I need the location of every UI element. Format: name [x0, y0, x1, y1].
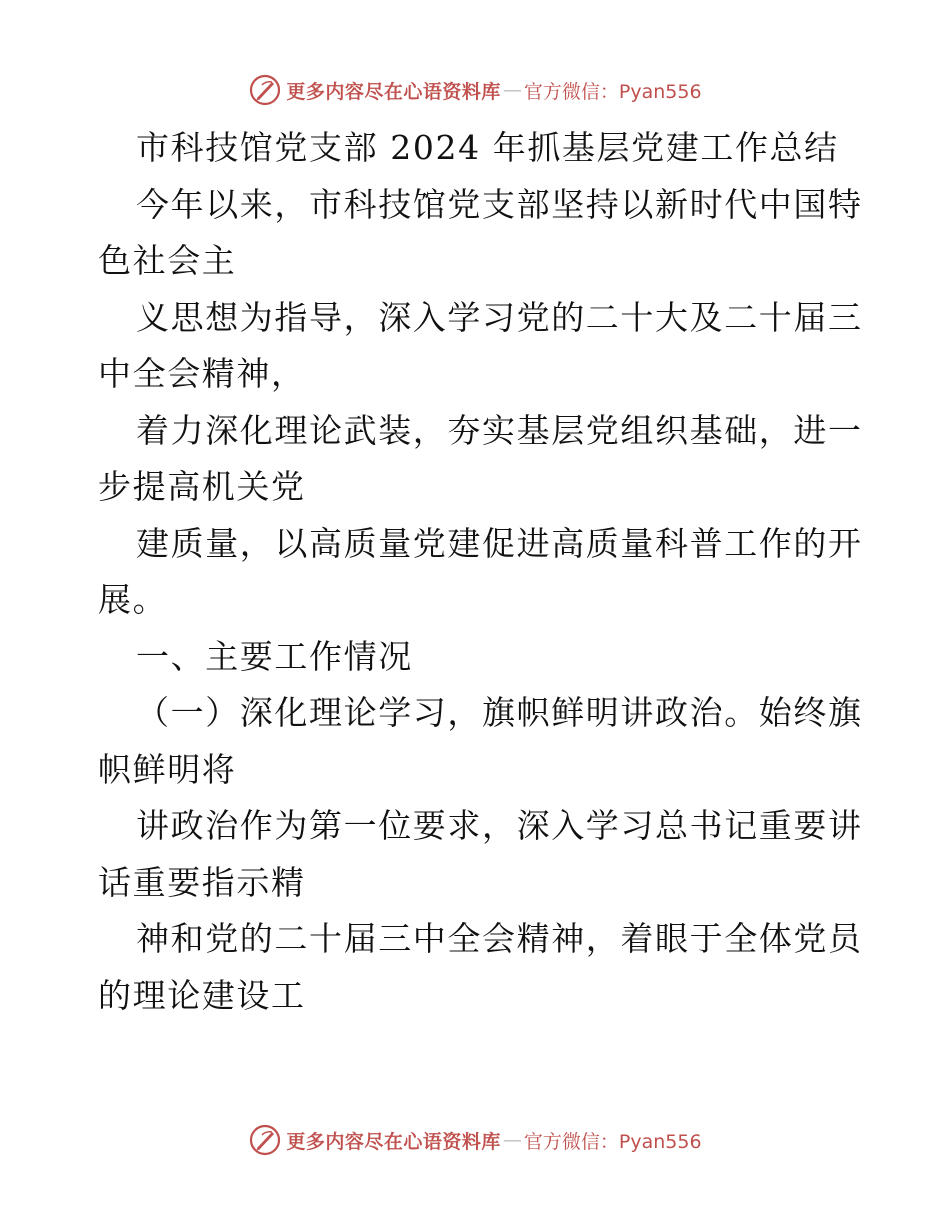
paragraph-line: 的理论建设工 — [98, 975, 306, 1015]
subsection-heading: （一）深化理论学习，旗帜鲜明讲政治。始终旗 — [136, 693, 863, 732]
quill-pen-logo-icon — [248, 1123, 282, 1157]
paragraph-line: 建质量，以高质量党建促进高质量科普工作的开 — [136, 523, 863, 563]
watermark-contact: 官方微信：Pyan556 — [523, 1130, 702, 1153]
paragraph-line: 话重要指示精 — [98, 862, 306, 902]
paragraph-line: 步提高机关党 — [98, 467, 306, 506]
paragraph-line: 展。 — [98, 580, 168, 619]
document-title: 市科技馆党支部 2024 年抓基层党建工作总结 — [136, 128, 839, 167]
paragraph-line: 神和党的二十届三中全会精神，着眼于全体党员 — [136, 919, 863, 958]
watermark-dash: — — [502, 79, 522, 101]
document-body — [98, 120, 863, 1024]
paragraph-line: 今年以来，市科技馆党支部坚持以新时代中国特 — [136, 184, 863, 224]
paragraph-line: 讲政治作为第一位要求，深入学习总书记重要讲 — [136, 806, 863, 845]
section-heading: 一、主要工作情况 — [136, 636, 413, 676]
paragraph-line: 着力深化理论武装，夯实基层党组织基础，进一 — [136, 410, 863, 450]
watermark-site-text: 更多内容尽在心语资料库 — [286, 80, 501, 103]
watermark-dash: — — [502, 1129, 522, 1151]
watermark-contact: 官方微信：Pyan556 — [523, 80, 702, 103]
watermark-header — [0, 70, 950, 110]
watermark-footer — [0, 1120, 950, 1160]
watermark-site-text: 更多内容尽在心语资料库 — [286, 1130, 501, 1153]
paragraph-line: 色社会主 — [98, 241, 237, 280]
quill-pen-logo-icon — [248, 73, 282, 107]
paragraph-line: 帜鲜明将 — [98, 749, 237, 789]
paragraph-line: 中全会精神， — [98, 354, 306, 393]
paragraph-line: 义思想为指导，深入学习党的二十大及二十届三 — [136, 297, 863, 337]
